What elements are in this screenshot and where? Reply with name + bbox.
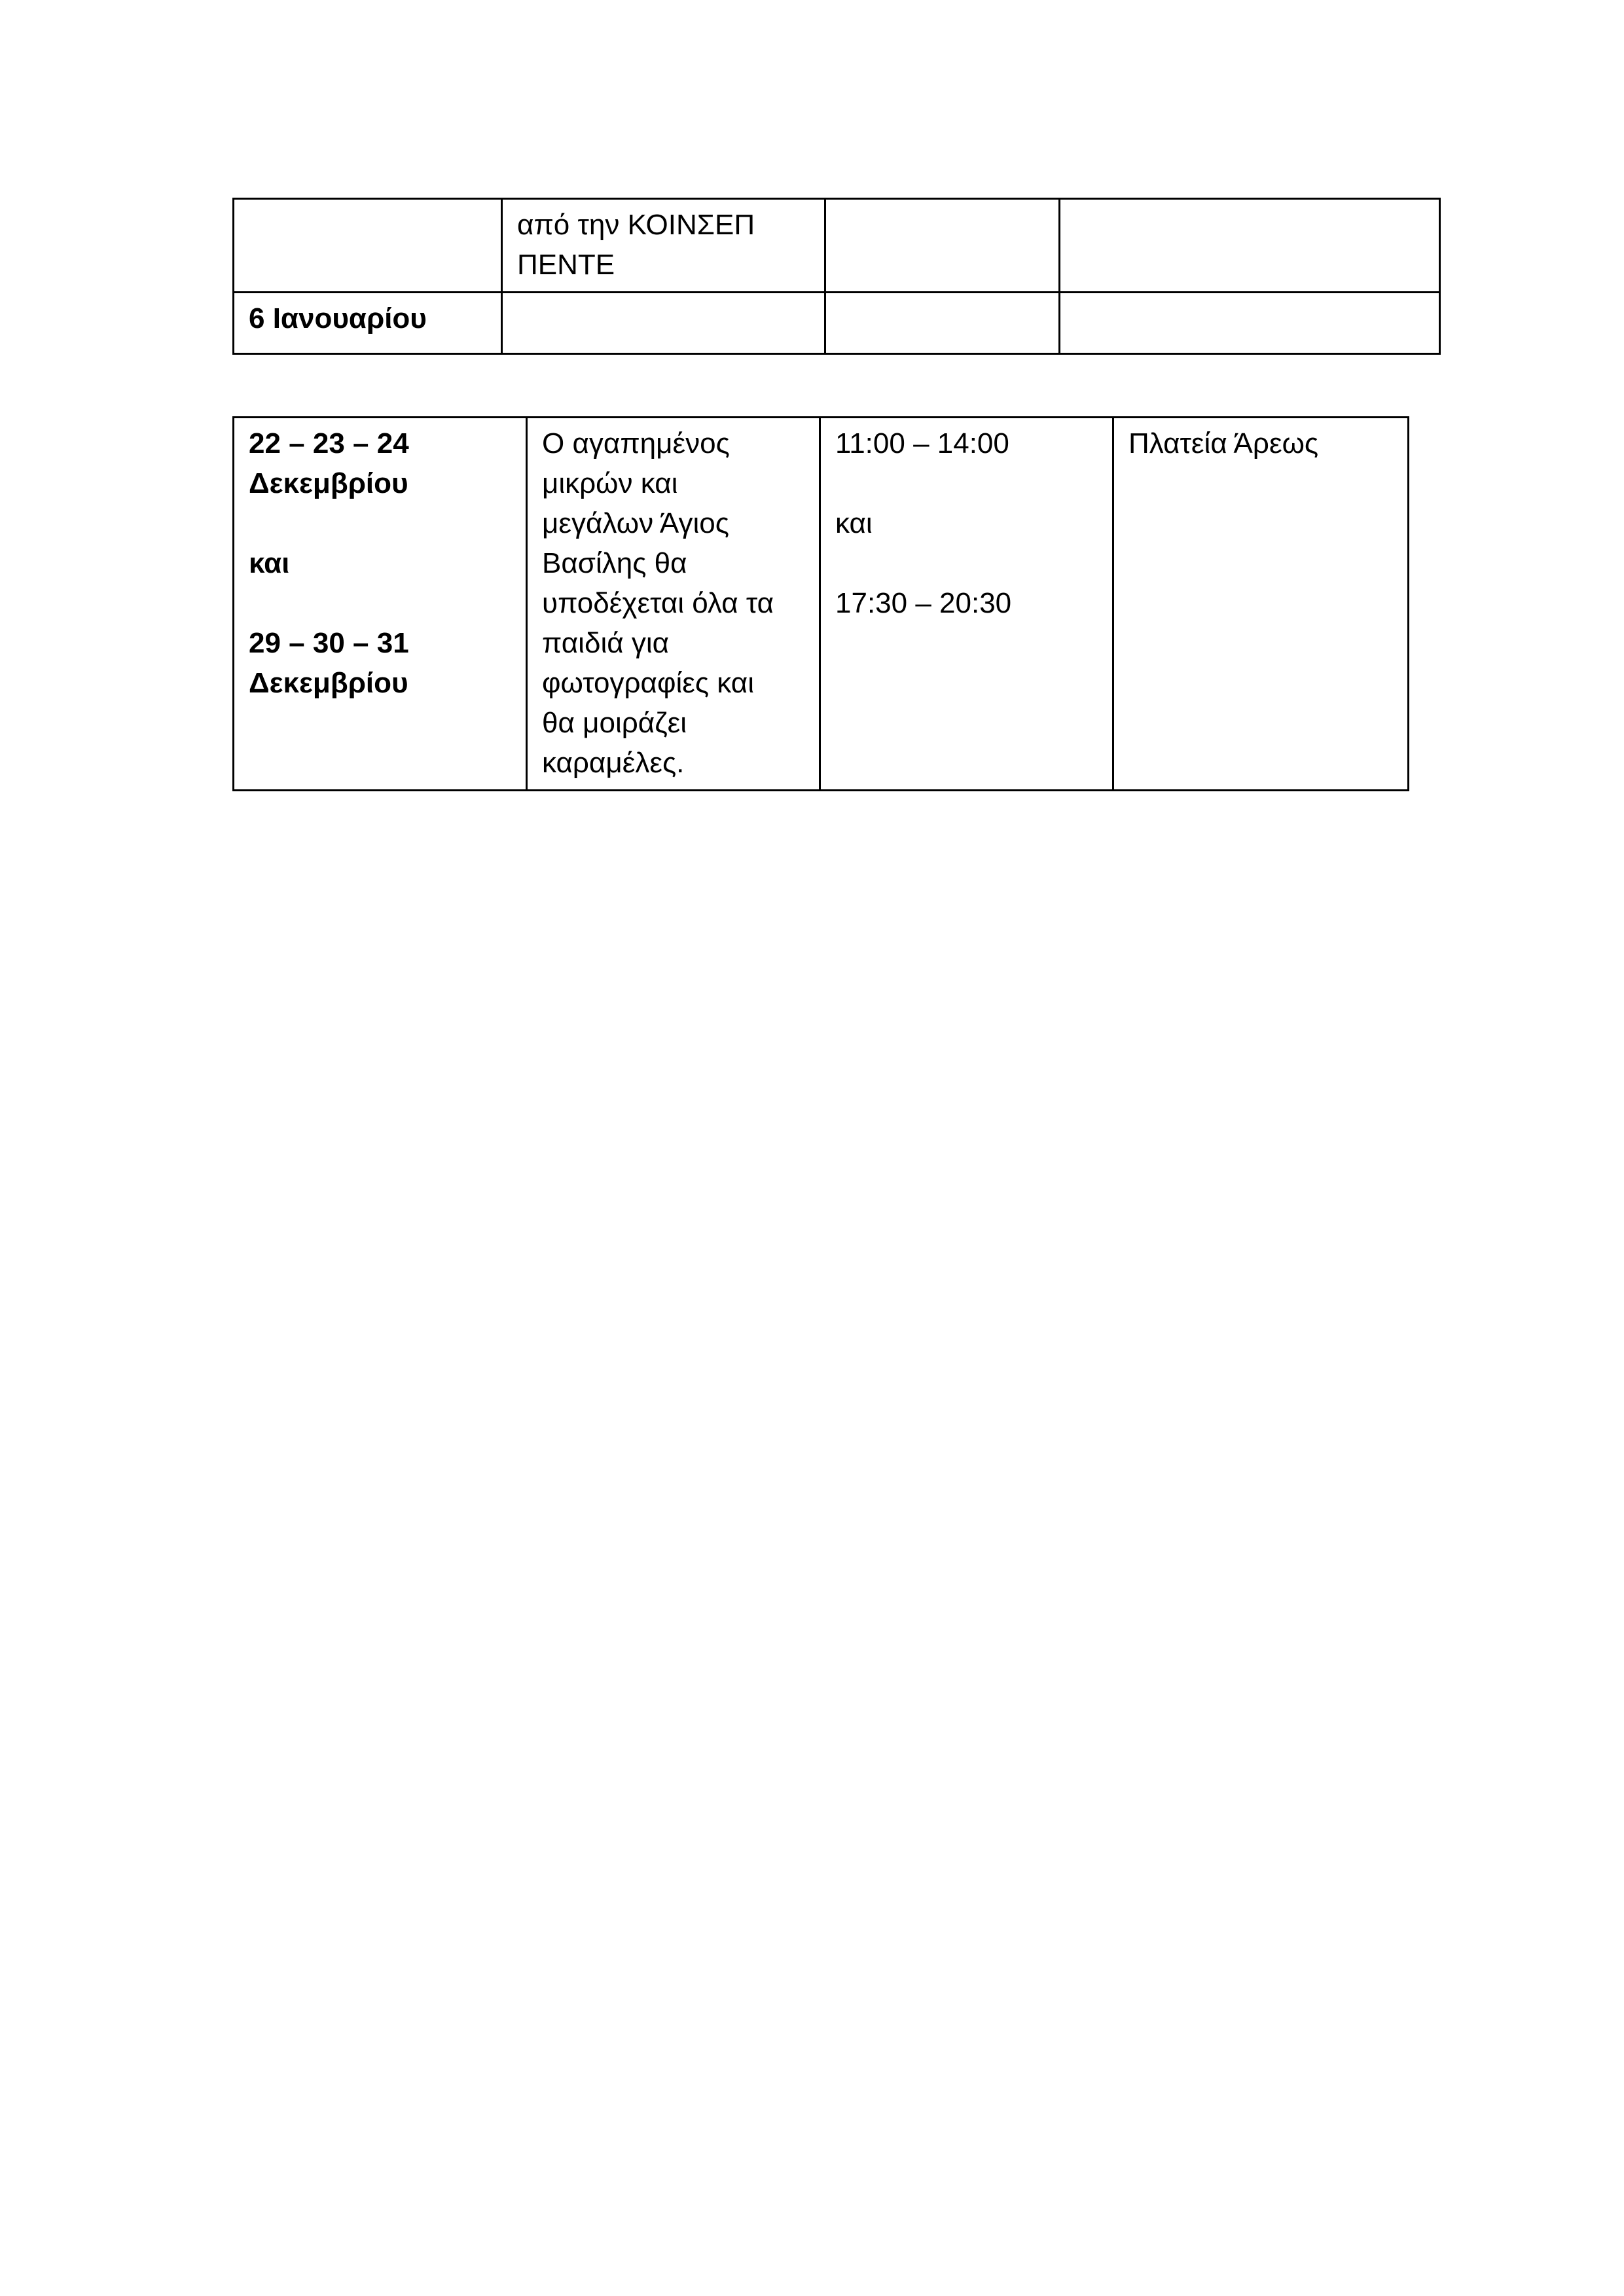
date-cell: 6 Ιανουαρίου xyxy=(234,293,502,354)
place-cell: Πλατεία Άρεως xyxy=(1113,418,1409,791)
table-row xyxy=(234,293,1440,354)
santa-events-table xyxy=(232,416,1409,791)
time-cell xyxy=(825,199,1060,293)
date-cell xyxy=(234,199,502,293)
time-cell xyxy=(825,293,1060,354)
events-table-continued xyxy=(232,198,1441,355)
date-cell: 22 – 23 – 24 Δεκεμβρίου και 29 – 30 – 31 Δεκεμβρίου xyxy=(234,418,527,791)
description-cell xyxy=(502,293,825,354)
place-cell xyxy=(1060,199,1440,293)
table-row xyxy=(234,199,1440,293)
time-cell: 11:00 – 14:00 και 17:30 – 20:30 xyxy=(820,418,1113,791)
description-cell: Ο αγαπημένος μικρών και μεγάλων Άγιος Βασίλης θα υποδέχεται όλα τα παιδιά για φωτογραφίες και θα μοιράζει καραμέλες. xyxy=(527,418,820,791)
place-cell xyxy=(1060,293,1440,354)
description-cell: από την ΚΟΙΝΣΕΠ ΠΕΝΤΕ xyxy=(502,199,825,293)
table-row xyxy=(234,418,1409,791)
